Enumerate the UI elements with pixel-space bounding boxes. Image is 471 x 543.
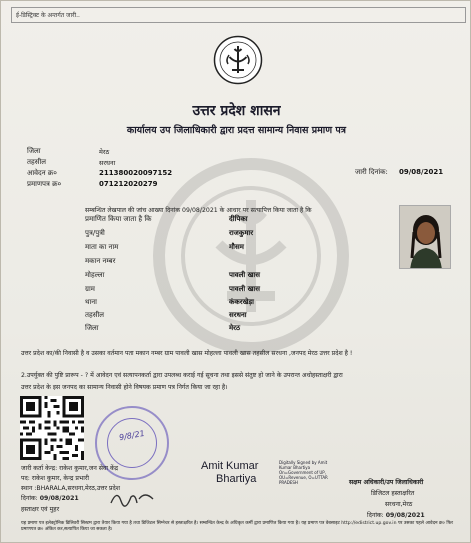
digital-sign-name-line1: Amit Kumar	[201, 460, 259, 472]
field-label-house: मकान नम्बर	[85, 257, 116, 265]
issuer-date-label-text: दिनांक:	[21, 495, 40, 502]
field-label-child-of: पुत्र/पुत्री	[85, 229, 105, 237]
certificate-value: 071212020279	[99, 180, 158, 188]
officer-title: सक्षम अधिकारी/उप जिलाधिकारी	[349, 479, 424, 486]
district-value: मेरठ	[99, 148, 110, 156]
tehsil-value: सरधना	[99, 159, 116, 167]
field-value-district: मेरठ	[229, 324, 241, 332]
officer-date	[367, 510, 425, 519]
field-label-village: ग्राम	[85, 285, 95, 293]
verification-paragraph-line1: 2.उपर्युक्त की पुष्टि प्रारूप - ? में आवेदन एवं सत्यापनकर्ता द्वारा उपलब्ध कराई गई सूचना तथा इससे संतुष्ट हो जाने के उपरान्त अधोहस्ताक्षरी द्वारा	[21, 372, 343, 379]
digital-sign-name-line2: Bhartiya	[216, 473, 257, 485]
field-value-police-station: कंकरखेड़ा	[229, 298, 254, 306]
field-value-village: पावली खास	[229, 285, 260, 293]
digital-sign-details: Digitally Signed by Amit Kumar Bhartiya On=Government of UP, OU=Revenue, O=UTTAR PRADESH	[279, 460, 328, 485]
field-label-police-station: थाना	[85, 298, 97, 306]
applicant-photo	[399, 205, 451, 269]
field-label-mother: माता का नाम	[85, 243, 119, 251]
handwritten-signature	[109, 487, 155, 509]
field-value-tehsil: सरधना	[229, 311, 247, 319]
issue-date-value: 09/08/2021	[399, 168, 444, 176]
issue-date-label: जारी दिनांक:	[355, 168, 388, 176]
field-label-locality: मोहल्ला	[85, 271, 105, 279]
field-label-certified: प्रमाणित किया जाता है कि	[85, 215, 152, 223]
field-value-locality: पावली खास	[229, 271, 260, 279]
page-title: उत्तर प्रदेश शासन	[192, 103, 281, 119]
issuer-date-label	[21, 493, 79, 502]
qr-code-icon	[20, 396, 84, 460]
residence-paragraph: उत्तर प्रदेश का/की निवासी है व उसका वर्तमान पता मकान नम्बर ग्राम पावली खास मोहल्ला पावली खास तहसील सरधना ,जनपद मेरठ उत्तर प्रदेश है !	[21, 350, 353, 357]
officer-date-label: दिनांक:	[367, 512, 386, 519]
field-value-mother: मौसम	[229, 243, 244, 251]
field-label-tehsil: तहसील	[85, 311, 104, 319]
official-stamp-inner	[107, 418, 157, 468]
issuer-sign-label: हस्ताक्षर एवं मुहर	[21, 506, 60, 513]
officer-location: सरधना,मेरठ	[385, 501, 413, 508]
certificate-label: प्रमाणपत्र क्र०	[27, 180, 62, 188]
district-label: जिला	[27, 147, 41, 155]
application-label: आवेदन क्र०	[27, 169, 57, 177]
emblem-watermark-icon	[151, 156, 351, 356]
officer-sign: डिजिटल हस्ताक्षरित	[371, 490, 415, 497]
issuer-center: जारी कर्ता केन्द्र: राकेश कुमार,जन सेवा केंद्र	[21, 465, 118, 472]
issuer-operator: पद: राकेश कुमार, केन्द्र प्रभारी	[21, 475, 89, 482]
header-frame-text: ई-डिस्ट्रिक्ट के अन्तर्गत जारी..	[16, 12, 80, 19]
header-frame	[11, 7, 466, 23]
footer-note: यह प्रमाण पत्र इलेक्ट्रोनिक डिलिवरी सिस्टम द्वारा तैयार किया गया है तथा डिजिटल सिग्नेचर से हस्ताक्षरित है। सम्बन्धित केन्द्र के अधिकृत कर्मी द्वारा प्रमाणित किया गया है। यह प्रमाण पत्र वेबसाइट http://edistrict.up.gov.in पर उसका पहले आवेदन क्र० फिर प्रमाणपत्र क्र० अंकित कर,सत्यापित किया जा सकता है।	[21, 521, 454, 532]
issuer-date-value: 09/08/2021	[39, 495, 79, 502]
field-label-district: जिला	[85, 324, 99, 332]
issuer-place: स्थान :BHARALA,सरधना,मेरठ,उत्तर प्रदेश	[21, 485, 121, 492]
up-govt-emblem-icon	[213, 35, 263, 85]
person-photo-icon	[400, 206, 451, 269]
field-value-father: राजकुमार	[229, 229, 254, 237]
application-value: 211380020097152	[99, 169, 173, 177]
intro-text: सम्बन्धित लेखपाल की जांच आख्या दिनांक 09/08/2021 के आधार पर सत्यापित्त किया जाता है कि	[85, 207, 312, 214]
page-subtitle: कार्यालय उप जिलाधिकारी द्वारा प्रदत्त सामान्य निवास प्रमाण पत्र	[126, 125, 347, 136]
verification-paragraph-line2: उत्तर प्रदेश के इस जनपद का सामान्य निवासी होने विषयक प्रमाण पत्र निर्गत किया जा रहा है।	[21, 384, 228, 391]
stamp-date: 9/8/21	[118, 428, 146, 443]
field-value-name: दीपिका	[229, 215, 248, 223]
officer-date-value: 09/08/2021	[385, 512, 425, 519]
tehsil-label: तहसील	[27, 158, 46, 166]
